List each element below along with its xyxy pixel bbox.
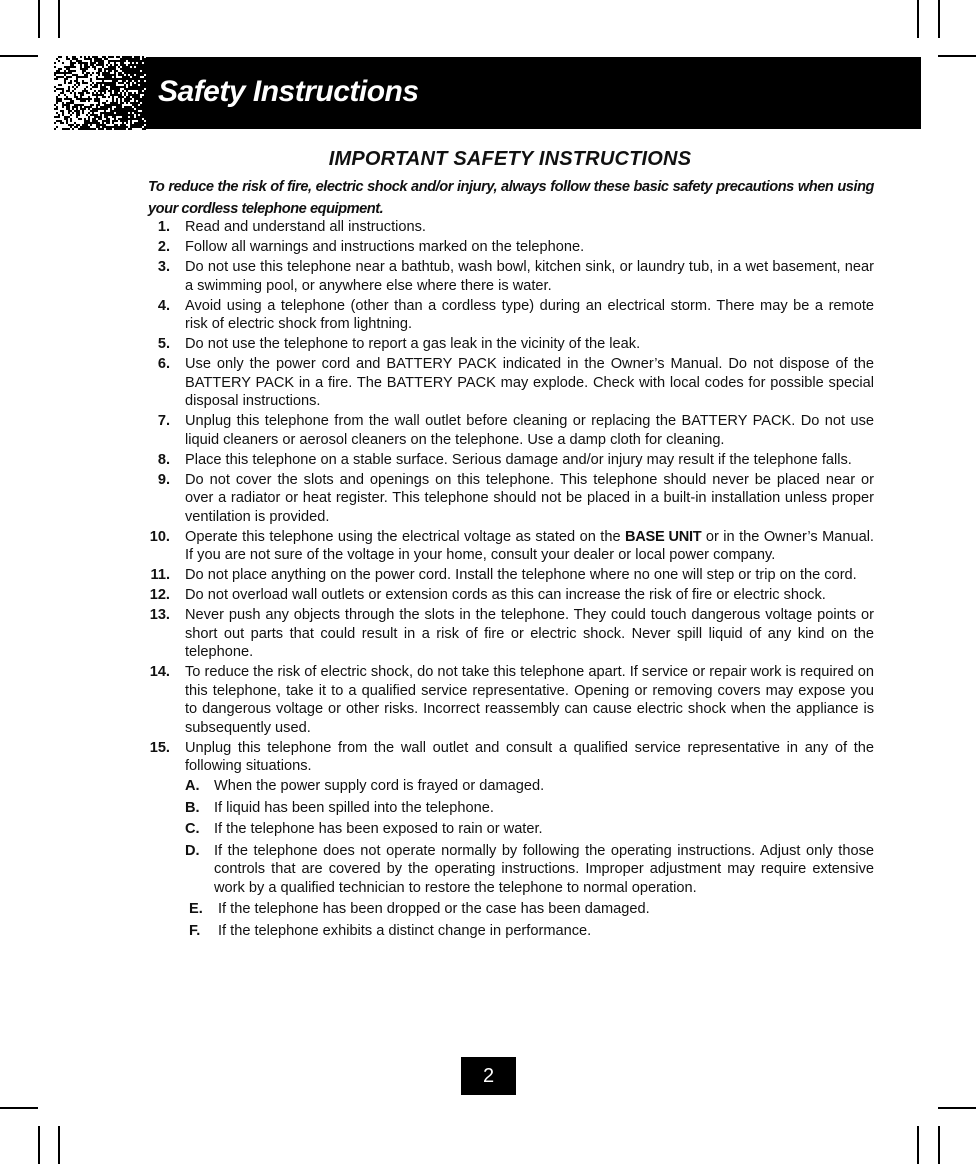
item-text: Do not overload wall outlets or extension cords as this can increase the risk of fire or electric shock. [185, 587, 826, 603]
crop-mark [938, 55, 976, 57]
list-item [146, 451, 874, 470]
crop-mark [0, 1107, 38, 1109]
item-number: 3. [157, 259, 170, 275]
sub-item-text: If liquid has been spilled into the telephone. [214, 799, 494, 816]
list-item [146, 355, 874, 411]
sub-item-letter: E. [189, 901, 203, 917]
sub-item-text: When the power supply cord is frayed or damaged. [214, 778, 545, 794]
sub-list-item [185, 799, 874, 818]
item-number: 5. [157, 336, 170, 352]
item-text: Unplug this telephone from the wall outlet before cleaning or replacing the BATTERY PACK. Do not use liquid cleaners or aerosol cleaners on the telephone. Use a damp cloth for cleaning. [185, 413, 874, 448]
item-number: 13. [149, 607, 170, 623]
list-item [146, 663, 874, 737]
instructions-list [146, 218, 874, 943]
crop-mark [938, 1126, 940, 1164]
item-number: 1. [157, 219, 170, 235]
item-number: 9. [157, 471, 170, 488]
sub-list-item [189, 922, 874, 941]
item-number: 12. [149, 587, 170, 603]
item-number: 11. [150, 567, 170, 583]
sub-item-text: If the telephone has been exposed to rain or water. [214, 821, 543, 837]
sub-list-item [185, 820, 874, 839]
item-text: Unplug this telephone from the wall outlet and consult a qualified service representative in any of the following situations. [185, 739, 874, 774]
item-text: Never push any objects through the slots in the telephone. They could touch dangerous voltage points or short out parts that could result in a risk of fire or electric shock. Never spill liquid of any kind on the telephone. [185, 607, 874, 660]
item-text: Do not use the telephone to report a gas leak in the vicinity of the leak. [185, 336, 641, 352]
item-number: 4. [157, 297, 170, 314]
item-number: 14. [149, 664, 170, 680]
item-number: 6. [157, 356, 170, 372]
list-item [146, 412, 874, 449]
list-item [146, 566, 874, 585]
item-text-bold: BASE UNIT [625, 528, 702, 545]
crop-mark [38, 1126, 40, 1164]
item-text: To reduce the risk of electric shock, do not take this telephone apart. If service or repair work is required on this telephone, take it to a qualified service representative. Opening or removing covers may expose you to dangerous voltage or other risks. Incorrect reassembly can cause electric shock when the appliance is subsequently used. [185, 664, 874, 736]
header-bar [146, 57, 921, 129]
crop-mark [917, 1126, 919, 1164]
crop-mark [938, 1107, 976, 1109]
intro-text: To reduce the risk of fire, electric shock and/or injury, always follow these basic safety precautions when using your cordless telephone equipment. [148, 179, 874, 217]
sub-item-letter: A. [185, 778, 200, 794]
sub-list-item [189, 900, 874, 919]
crop-mark [58, 1126, 60, 1164]
list-item [146, 606, 874, 662]
list-item [146, 586, 874, 605]
list-item [146, 471, 874, 527]
sub-list-item [185, 842, 874, 898]
main-heading: IMPORTANT SAFETY INSTRUCTIONS [328, 148, 692, 170]
item-text: Read and understand all instructions. [185, 219, 426, 235]
item-text: Do not cover the slots and openings on this telephone. This telephone should never be placed near or over a radiator or heat register. This telephone should not be placed in a built-in installation unless proper ventilation is provided. [185, 471, 874, 525]
item-text: Place this telephone on a stable surface. Serious damage and/or injury may result if the telephone falls. [185, 451, 852, 468]
list-item [146, 258, 874, 295]
item-text: Operate this telephone using the electrical voltage as stated on the [185, 528, 626, 545]
item-text: Follow all warnings and instructions marked on the telephone. [185, 239, 585, 255]
sub-item-letter: B. [185, 799, 200, 816]
page-title: Safety Instructions [158, 75, 419, 108]
sub-item-letter: C. [185, 821, 200, 837]
halftone-pattern [54, 56, 146, 130]
crop-mark [58, 0, 60, 38]
item-number: 10. [149, 528, 170, 545]
sub-item-text: If the telephone does not operate normally by following the operating instructions. Adjust only those controls that are covered by the operating instructions. Improper adjustment may require extensive work by a qualified technician to restore the telephone to normal operation. [214, 842, 874, 896]
sub-item-text: If the telephone has been dropped or the case has been damaged. [218, 901, 650, 917]
item-number: 8. [157, 451, 170, 468]
list-item [146, 238, 874, 257]
item-number: 7. [157, 413, 170, 429]
crop-mark [0, 55, 38, 57]
sub-item-text: If the telephone exhibits a distinct change in performance. [218, 922, 592, 939]
list-item [146, 528, 874, 565]
crop-mark [38, 0, 40, 38]
item-text: Avoid using a telephone (other than a cordless type) during an electrical storm. There may be a remote risk of electric shock from lightning. [185, 297, 874, 332]
item-text: Do not use this telephone near a bathtub, wash bowl, kitchen sink, or laundry tub, in a wet basement, near a swimming pool, or anywhere else where there is water. [185, 259, 874, 294]
sub-item-letter: D. [185, 842, 200, 859]
crop-mark [917, 0, 919, 38]
sub-list-item [185, 777, 874, 796]
sub-item-letter: F. [189, 922, 201, 939]
item-text: or in the Owner’s Manual. If you are not sure of the voltage in your home, consult your dealer or local power company. [185, 528, 874, 563]
item-text: Use only the power cord and BATTERY PACK indicated in the Owner’s Manual. Do not dispose of the BATTERY PACK in a fire. The BATTERY PACK may explode. Check with local codes for possible special disposal instructions. [185, 356, 874, 409]
item-text: Do not place anything on the power cord. Install the telephone where no one will step or trip on the cord. [185, 567, 857, 583]
list-item [146, 335, 874, 354]
item-number: 2. [157, 239, 170, 255]
page-number: 2 [461, 1057, 516, 1095]
list-item [146, 739, 874, 776]
list-item [146, 297, 874, 334]
list-item [146, 218, 874, 237]
item-number: 15. [149, 739, 170, 756]
crop-mark [938, 0, 940, 38]
